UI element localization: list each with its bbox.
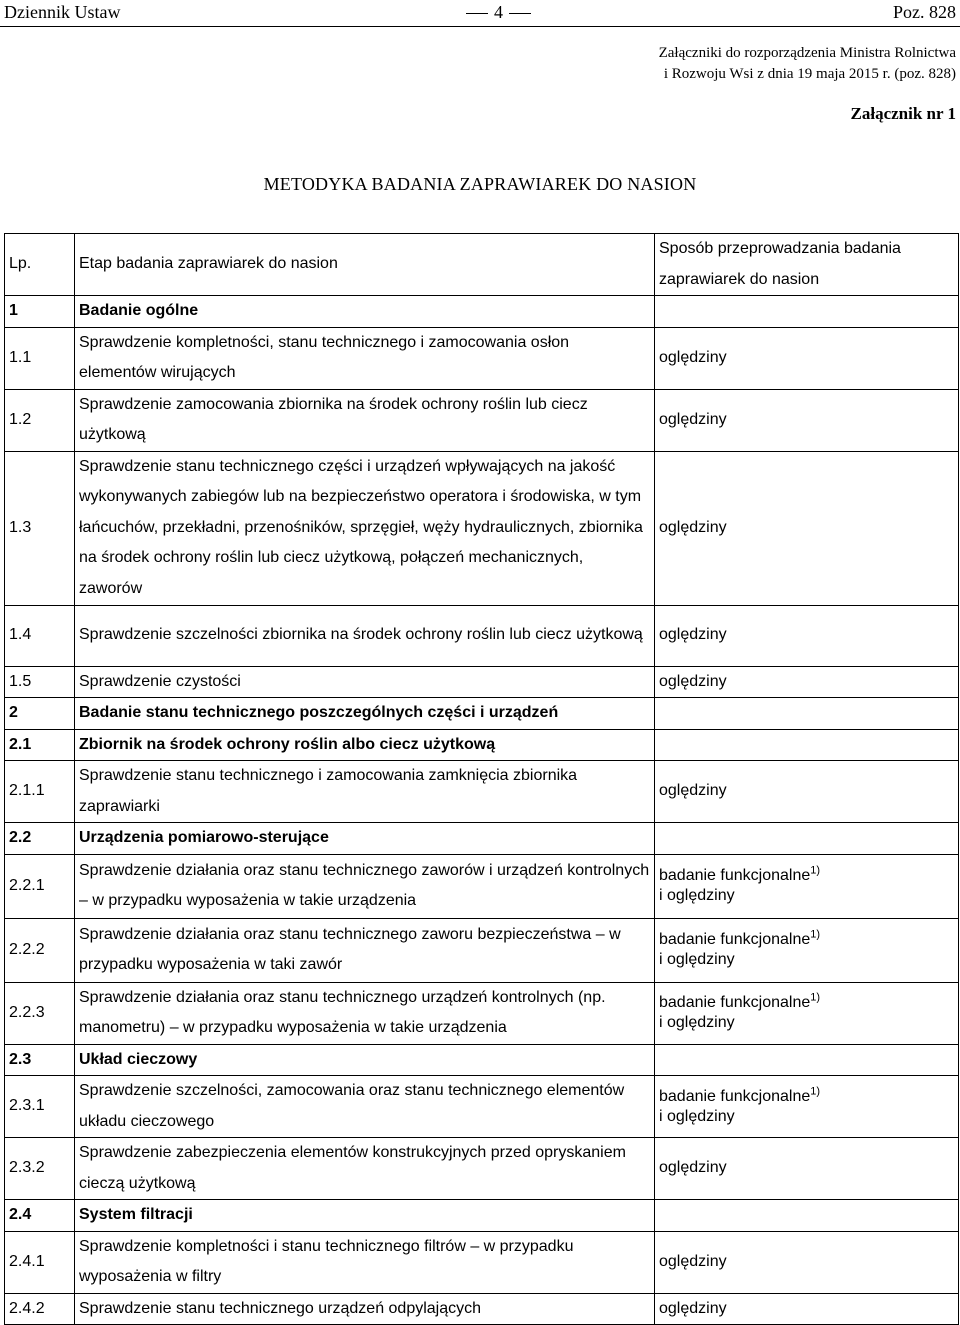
row-lp: 2: [5, 698, 75, 730]
row-stage: Układ cieczowy: [75, 1044, 655, 1076]
row-lp: 1.2: [5, 389, 75, 451]
table-row: [5, 729, 959, 761]
method-line: [659, 866, 954, 886]
header-divider: [0, 26, 960, 27]
row-stage: Sprawdzenie działania oraz stanu technicznego urządzeń kontrolnych (np. manometru) – w przypadku wyposażenia w takie urządzenia: [75, 982, 655, 1044]
row-lp: 1.4: [5, 605, 75, 666]
method-text: badanie funkcjonalne: [659, 994, 811, 1011]
table-row: [5, 296, 959, 328]
row-stage: Badanie ogólne: [75, 296, 655, 328]
row-lp: 2.1.1: [5, 761, 75, 823]
row-stage: System filtracji: [75, 1200, 655, 1232]
row-method: [655, 918, 959, 982]
row-method: oględziny: [655, 1231, 959, 1293]
position-number: Poz. 828: [893, 2, 956, 22]
row-lp: 2.4.1: [5, 1231, 75, 1293]
row-method: oględziny: [655, 389, 959, 451]
table-row: [5, 982, 959, 1044]
footnote-marker: 1): [810, 928, 821, 941]
table-header-row: [5, 234, 959, 296]
row-method: [655, 296, 959, 328]
page-number-value: 4: [494, 2, 503, 22]
journal-name: Dziennik Ustaw: [4, 2, 121, 22]
row-lp: 2.4: [5, 1200, 75, 1232]
row-lp: 1.1: [5, 327, 75, 389]
row-stage: Sprawdzenie stanu technicznego i zamocowania zamknięcia zbiornika zaprawiarki: [75, 761, 655, 823]
table-row: [5, 1293, 959, 1325]
row-method: oględziny: [655, 327, 959, 389]
row-method: [655, 823, 959, 855]
row-method: [655, 729, 959, 761]
row-lp: 2.2.2: [5, 918, 75, 982]
row-stage: Sprawdzenie szczelności zbiornika na środek ochrony roślin lub ciecz użytkową: [75, 605, 655, 666]
table-row: [5, 1044, 959, 1076]
attachment-note: [659, 43, 956, 85]
method-line-2: i oględziny: [659, 951, 735, 968]
row-method: oględziny: [655, 666, 959, 698]
row-method: oględziny: [655, 605, 959, 666]
footnote-marker: 1): [810, 864, 821, 877]
row-lp: 2.3: [5, 1044, 75, 1076]
row-method: [655, 698, 959, 730]
row-stage: Sprawdzenie kompletności i stanu technicznego filtrów – w przypadku wyposażenia w filtry: [75, 1231, 655, 1293]
table-row: [5, 823, 959, 855]
row-method: oględziny: [655, 1138, 959, 1200]
row-method: [655, 1044, 959, 1076]
row-stage: Sprawdzenie zamocowania zbiornika na środek ochrony roślin lub ciecz użytkową: [75, 389, 655, 451]
table-row: [5, 389, 959, 451]
row-stage: Sprawdzenie zabezpieczenia elementów konstrukcyjnych przed opryskaniem cieczą użytkową: [75, 1138, 655, 1200]
row-lp: 1: [5, 296, 75, 328]
attachment-note-line1: Załączniki do rozporządzenia Ministra Rolnictwa: [658, 45, 956, 61]
row-stage: Zbiornik na środek ochrony roślin albo ciecz użytkową: [75, 729, 655, 761]
methodology-table: [4, 233, 959, 1325]
table-row: [5, 1200, 959, 1232]
table-row: [5, 918, 959, 982]
row-stage: Sprawdzenie kompletności, stanu technicznego i zamocowania osłon elementów wirujących: [75, 327, 655, 389]
row-lp: 2.2.1: [5, 854, 75, 918]
table-row: [5, 327, 959, 389]
table-row: [5, 854, 959, 918]
row-lp: 2.2: [5, 823, 75, 855]
method-text: badanie funkcjonalne: [659, 931, 811, 948]
header-stage: Etap badania zaprawiarek do nasion: [75, 234, 655, 296]
row-lp: 2.3.1: [5, 1076, 75, 1138]
method-line: [659, 930, 954, 950]
row-lp: 1.5: [5, 666, 75, 698]
header-method: Sposób przeprowadzania badania zaprawiarek do nasion: [655, 234, 959, 296]
table-row: [5, 1138, 959, 1200]
table-row: [5, 605, 959, 666]
method-line-2: i oględziny: [659, 1014, 735, 1031]
table-row: [5, 666, 959, 698]
row-lp: 1.3: [5, 451, 75, 605]
row-stage: Sprawdzenie działania oraz stanu technicznego zaworów i urządzeń kontrolnych – w przypadku wyposażenia w takie urządzenia: [75, 854, 655, 918]
row-stage: Sprawdzenie szczelności, zamocowania oraz stanu technicznego elementów układu cieczowego: [75, 1076, 655, 1138]
row-method: oględziny: [655, 761, 959, 823]
method-text: badanie funkcjonalne: [659, 1087, 811, 1105]
row-stage: Sprawdzenie działania oraz stanu technicznego zaworu bezpieczeństwa – w przypadku wyposażenia w taki zawór: [75, 918, 655, 982]
row-stage: Badanie stanu technicznego poszczególnych części i urządzeń: [75, 698, 655, 730]
annex-label: Załącznik nr 1: [850, 104, 956, 123]
row-lp: 2.3.2: [5, 1138, 75, 1200]
table-row: [5, 1231, 959, 1293]
table-row: [5, 451, 959, 605]
table-row: [5, 761, 959, 823]
row-stage: Urządzenia pomiarowo-sterujące: [75, 823, 655, 855]
row-lp: 2.1: [5, 729, 75, 761]
row-lp: 2.2.3: [5, 982, 75, 1044]
row-stage: Sprawdzenie stanu technicznego urządzeń odpylających: [75, 1293, 655, 1325]
row-method: oględziny: [655, 451, 959, 605]
method-text: badanie funkcjonalne: [659, 867, 811, 884]
row-stage: Sprawdzenie stanu technicznego części i urządzeń wpływających na jakość wykonywanych zabiegów lub na bezpieczeństwo operatora i środowiska, w tym łańcuchów, przekładni, przenośników, sprzęgieł, węży hydraulicznych, zbiornika na środek ochrony roślin lub ciecz użytkową, połączeń mechanicznych, zaworów: [75, 451, 655, 605]
method-line: [659, 1087, 954, 1107]
page-number: [460, 2, 537, 23]
row-method: [655, 854, 959, 918]
row-stage: Sprawdzenie czystości: [75, 666, 655, 698]
attachment-note-line2: i Rozwoju Wsi z dnia 19 maja 2015 r. (poz. 828): [663, 66, 956, 82]
header-lp: Lp.: [5, 234, 75, 296]
row-method: [655, 1200, 959, 1232]
row-method: [655, 982, 959, 1044]
method-line: [659, 993, 954, 1013]
method-line-2: i oględziny: [659, 1107, 735, 1125]
method-line-2: i oględziny: [659, 887, 735, 904]
table-row: [5, 698, 959, 730]
footnote-marker: 1): [810, 1085, 821, 1098]
row-lp: 2.4.2: [5, 1293, 75, 1325]
row-method: oględziny: [655, 1293, 959, 1325]
row-method: [655, 1076, 959, 1138]
document-title: METODYKA BADANIA ZAPRAWIAREK DO NASION: [263, 174, 697, 194]
table-row: [5, 1076, 959, 1138]
footnote-marker: 1): [810, 991, 821, 1004]
